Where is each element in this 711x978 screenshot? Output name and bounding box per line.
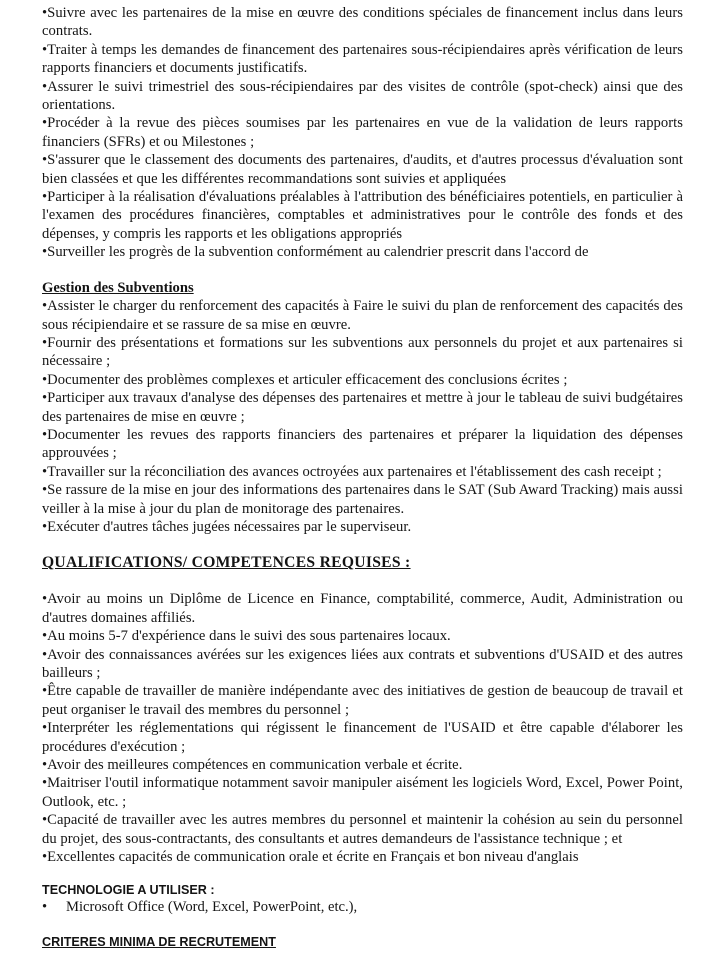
bullet-icon: •	[42, 899, 48, 916]
list-item: •Documenter des problèmes complexes et articuler efficacement des conclusions écrites ;	[42, 371, 568, 388]
list-item: •Maitriser l'outil informatique notamment savoir manipuler aisément les logiciels Word, Excel, Power Point, Outlook, etc. ;	[42, 775, 683, 810]
list-item: •Assister le charger du renforcement des capacités à Faire le suivi du plan de renforcement des capacités des sous récipiendaire et se rassure de sa mise en œuvre.	[42, 298, 683, 333]
list-item: •Au moins 5-7 d'expérience dans le suivi des sous partenaires locaux.	[42, 628, 451, 645]
list-item: •Avoir des connaissances avérées sur les exigences liées aux contrats et subventions d'USAID et des autres bailleurs ;	[42, 646, 683, 681]
section-heading-subventions: Gestion des Subventions	[42, 279, 194, 296]
technologie-list	[42, 898, 683, 916]
list-item: •Documenter les revues des rapports financiers des partenaires et préparer la liquidation des dépenses approuvées ;	[42, 426, 683, 462]
intro-list	[42, 4, 683, 262]
list-item: •Surveiller les progrès de la subvention conformément au calendrier prescrit dans l'accord de	[42, 244, 589, 261]
list-item: •Avoir des meilleures compétences en communication verbale et écrite.	[42, 757, 463, 774]
section-heading-qualifications: QUALIFICATIONS/ COMPETENCES REQUISES :	[42, 554, 411, 572]
list-item	[42, 898, 683, 916]
list-item: •Traiter à temps les demandes de financement des partenaires sous-récipiendaires après vérification de leurs rapports financiers et documents justificatifs.	[42, 41, 683, 77]
list-item: •Interpréter les réglementations qui régissent le financement de l'USAID et être capable d'élaborer les procédures d'exécution ;	[42, 720, 683, 755]
subventions-list	[42, 297, 683, 536]
list-item: •Procéder à la revue des pièces soumises par les partenaires en vue de la validation de leurs rapports financiers (SFRs) et ou Milestones ;	[42, 115, 683, 150]
qualifications-list	[42, 590, 683, 866]
list-item: •Être capable de travailler de manière indépendante avec des initiatives de gestion de beaucoup de travail et peut organiser le travail des membres du personnel ;	[42, 683, 683, 718]
list-item: •Participer aux travaux d'analyse des dépenses des partenaires et mettre à jour le tableau de suivi budgétaires des partenaires de mise en œuvre ;	[42, 390, 683, 425]
list-item-text: Microsoft Office (Word, Excel, PowerPoint, etc.),	[66, 899, 358, 916]
list-item: •Excellentes capacités de communication orale et écrite en Français et bon niveau d'anglais	[42, 849, 579, 866]
list-item: •Participer à la réalisation d'évaluations préalables à l'attribution des bénéficiaires potentiels, en particulier à l'examen des procédures financières, comptables et administratives pour le contrôle des fonds et des dépenses, y compris les rapports et les obligations appropriés	[42, 189, 683, 242]
list-item: •Travailler sur la réconciliation des avances octroyées aux partenaires et l'établissement des cash receipt ;	[42, 463, 662, 480]
list-item: •Se rassure de la mise en jour des informations des partenaires dans le SAT (Sub Award Tracking) mais aussi veiller à la mise à jour du plan de monitorage des partenaires.	[42, 482, 683, 517]
list-item: •Suivre avec les partenaires de la mise en œuvre des conditions spéciales de financement inclus dans leurs contrats.	[42, 5, 683, 40]
section-heading-technologie: TECHNOLOGIE A UTILISER :	[42, 883, 215, 898]
list-item: •S'assurer que le classement des documents des partenaires, d'audits, et d'autres processus d'évaluation sont bien classées et que les différentes recommandations sont suivies et appliquées	[42, 152, 683, 187]
section-heading-criteres: CRITERES MINIMA DE RECRUTEMENT	[42, 934, 276, 949]
list-item: •Assurer le suivi trimestriel des sous-récipiendaires par des visites de contrôle (spot-check) ainsi que des orientations.	[42, 78, 683, 114]
list-item: •Capacité de travailler avec les autres membres du personnel et maintenir la cohésion au sein du personnel du projet, des sous-contractants, des consultants et autres demandeurs de l'assistance technique ; et	[42, 812, 683, 847]
list-item: •Avoir au moins un Diplôme de Licence en Finance, comptabilité, commerce, Audit, Administration ou d'autres domaines affiliés.	[42, 591, 683, 626]
list-item: •Fournir des présentations et formations sur les subventions aux personnels du projet et aux partenaires si nécessaire ;	[42, 334, 683, 370]
list-item: •Exécuter d'autres tâches jugées nécessaires par le superviseur.	[42, 518, 412, 535]
